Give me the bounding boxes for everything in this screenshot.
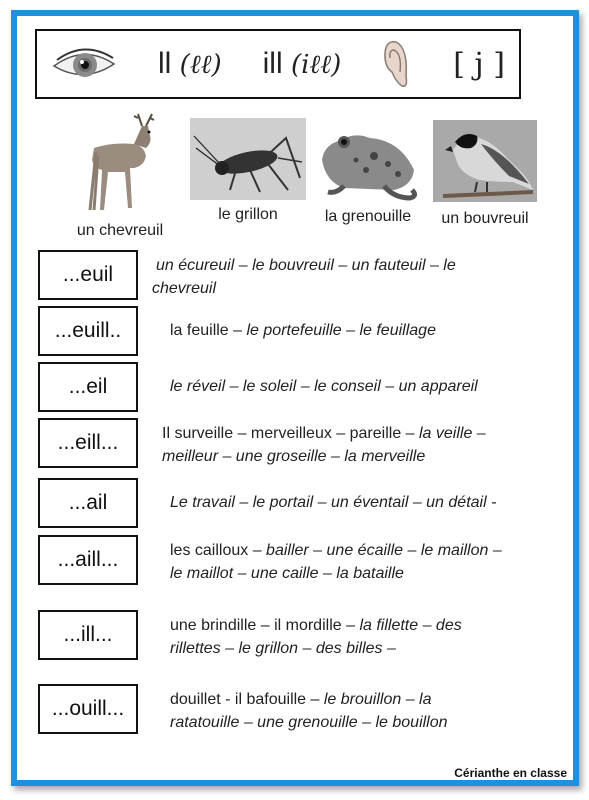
header-box <box>35 29 521 99</box>
caption-bouvreuil: un bouvreuil <box>441 210 529 227</box>
sound-box: ...ouill... <box>38 684 138 734</box>
phoneme-label: [ j ] <box>453 46 505 82</box>
example-line <box>162 422 486 445</box>
example-line <box>170 539 502 562</box>
ll-label: ll (ℓℓ) <box>157 47 222 80</box>
example-words <box>170 319 436 342</box>
example-line <box>170 375 478 398</box>
example-text: meilleur – une groseille – la merveille <box>162 448 426 465</box>
example-text: bailler – une écaille – le maillon – <box>266 542 502 559</box>
example-text: rillettes – le grillon – des billes – <box>170 640 396 657</box>
example-text: la fillette – des <box>359 617 462 634</box>
sound-box: ...euill.. <box>38 306 138 356</box>
example-text: le portefeuille – le feuillage <box>246 322 436 339</box>
example-line <box>170 491 496 514</box>
sound-box: ...euil <box>38 250 138 300</box>
sound-box: ...aill... <box>38 535 138 585</box>
example-text: Le travail – le portail – un éventail – un détail - <box>170 494 497 511</box>
ill-script: (iℓℓ) <box>290 50 342 80</box>
example-line <box>170 711 448 734</box>
example-words <box>162 422 486 468</box>
example-words <box>170 688 448 734</box>
sound-box: ...ail <box>38 478 138 528</box>
ear-icon <box>382 38 412 90</box>
caption-grillon: le grillon <box>218 206 278 223</box>
animal-pictures <box>0 112 589 252</box>
ll-script: (ℓℓ) <box>179 50 222 80</box>
example-words <box>152 254 456 300</box>
frog-icon <box>314 120 422 216</box>
example-text: le réveil – le soleil – le conseil – un appareil <box>170 378 478 395</box>
animal-grillon <box>190 118 306 224</box>
caption-chevreuil: un chevreuil <box>76 222 164 239</box>
example-text: une brindille – il mordille – <box>170 617 360 634</box>
example-words <box>170 614 462 660</box>
example-line <box>170 319 436 342</box>
example-line <box>170 637 462 660</box>
cricket-icon <box>190 118 306 216</box>
bird-icon <box>433 120 537 210</box>
example-text: le maillot – une caille – la bataille <box>170 565 404 582</box>
deer-icon <box>72 112 168 216</box>
example-line <box>162 445 486 468</box>
example-line <box>170 688 448 711</box>
example-text: douillet - il bafouille – <box>170 691 324 708</box>
example-text: le brouillon – la <box>323 691 432 708</box>
example-words <box>170 375 478 398</box>
example-line <box>170 614 462 637</box>
example-line <box>170 562 502 585</box>
example-line <box>152 277 456 300</box>
example-text: chevreuil <box>152 280 217 297</box>
credit-label: Cérianthe en classe <box>454 766 567 780</box>
animal-bouvreuil <box>433 120 537 228</box>
example-text: les cailloux – <box>170 542 267 559</box>
animal-chevreuil <box>72 112 168 240</box>
eye-icon <box>51 42 117 86</box>
example-words <box>170 491 496 514</box>
ill-label: ill (iℓℓ) <box>262 47 342 80</box>
example-text: la feuille – <box>170 322 247 339</box>
example-text: un écureuil – le bouvreuil – un fauteuil – le <box>156 257 456 274</box>
sound-box: ...eil <box>38 362 138 412</box>
caption-grenouille: la grenouille <box>324 208 412 225</box>
sound-box: ...ill... <box>38 610 138 660</box>
example-text: ratatouille – une grenouille – le bouillon <box>170 714 448 731</box>
sound-box: ...eill... <box>38 418 138 468</box>
animal-grenouille <box>314 120 422 226</box>
example-text: la veille – <box>419 425 486 442</box>
example-words <box>170 539 502 585</box>
example-line <box>156 254 456 277</box>
example-text: Il surveille – merveilleux – pareille – <box>162 425 419 442</box>
